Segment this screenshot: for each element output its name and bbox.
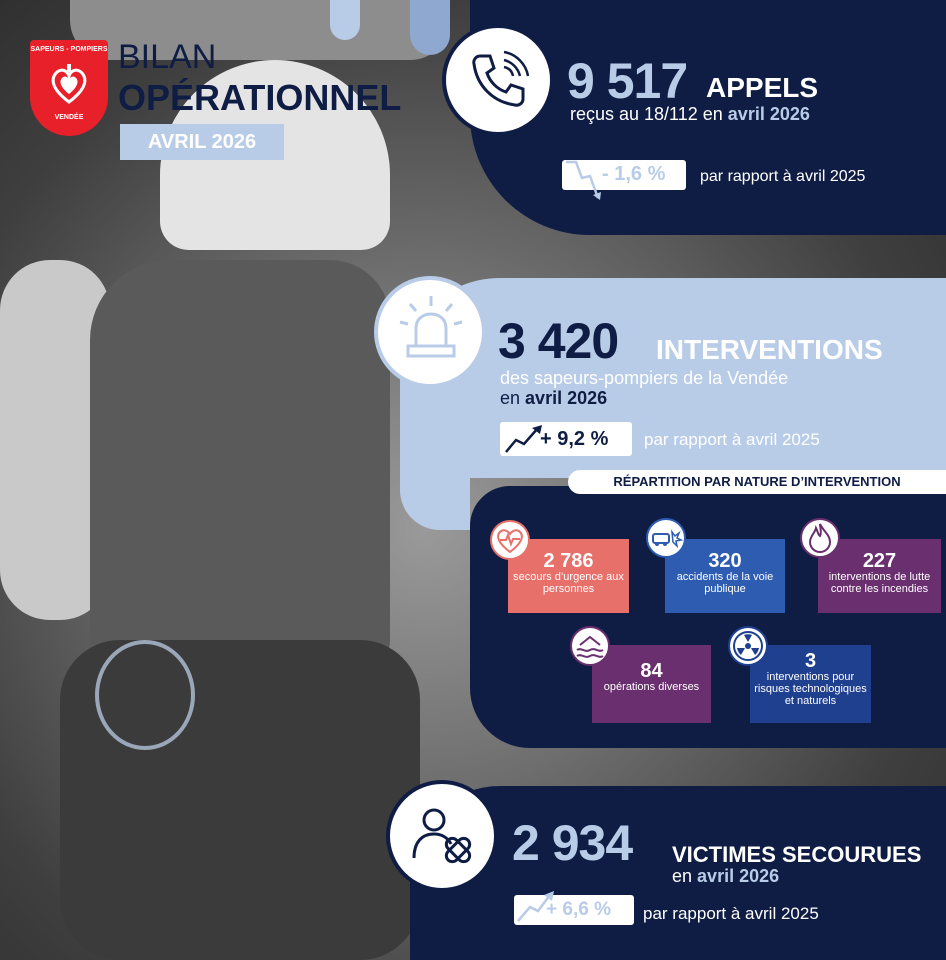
deco-blob	[330, 0, 360, 40]
category-operations-diverses	[592, 645, 711, 723]
emergency-beacon-icon	[396, 294, 466, 364]
category-label: interventions pour risques technologiques et naturels	[754, 671, 867, 708]
deco-blob	[410, 0, 450, 55]
category-label: secours d’urgence aux personnes	[513, 571, 624, 596]
victimes-change: + 6,6 %	[546, 899, 611, 920]
victimes-subtitle-period: avril 2026	[697, 866, 780, 886]
appels-change: - 1,6 %	[602, 163, 666, 185]
interventions-subtitle-line2	[500, 388, 607, 409]
category-value: 3	[804, 650, 817, 672]
repartition-title: RÉPARTITION PAR NATURE D’INTERVENTION	[568, 470, 946, 494]
category-label: opérations diverses	[603, 681, 700, 693]
victimes-value: 2 934	[512, 815, 633, 871]
appels-change-note: par rapport à avril 2025	[700, 168, 866, 185]
trend-down-icon	[564, 158, 606, 202]
radiation-icon	[728, 626, 768, 666]
period-badge: AVRIL 2026	[120, 124, 284, 160]
victimes-subtitle	[672, 866, 779, 887]
flame-icon	[800, 518, 840, 558]
category-value: 320	[708, 550, 742, 572]
jacket-shape	[90, 260, 390, 680]
sdis-logo	[30, 40, 108, 136]
interventions-subtitle-line1: des sapeurs-pompiers de la Vendée	[500, 368, 789, 388]
victimes-subtitle-prefix: en	[672, 866, 693, 886]
category-label: accidents de la voie publique	[676, 571, 774, 596]
appels-subtitle-prefix: reçus au 18/112 en	[570, 104, 723, 124]
logo-text-top: SAPEURS - POMPIERS	[30, 46, 108, 53]
category-value: 227	[862, 550, 897, 572]
interventions-subtitle-prefix: en	[500, 388, 521, 408]
beacon-icon-circle	[374, 276, 486, 388]
victimes-change-note: par rapport à avril 2025	[643, 904, 819, 923]
descender-shape	[95, 640, 195, 750]
appels-value: 9 517	[567, 53, 688, 109]
interventions-subtitle-period: avril 2026	[525, 388, 608, 408]
category-risques-technologiques	[750, 645, 871, 723]
car-crash-icon	[646, 518, 686, 558]
heart-pulse-icon	[490, 520, 530, 560]
flood-house-icon	[570, 626, 610, 666]
interventions-change-note: par rapport à avril 2025	[644, 430, 820, 449]
appels-label: APPELS	[706, 72, 819, 103]
appels-change-pill	[562, 160, 686, 190]
interventions-label: INTERVENTIONS	[656, 334, 883, 365]
category-value: 84	[640, 660, 663, 682]
victimes-label: VICTIMES SECOURUES	[672, 842, 922, 867]
person-bandage-icon	[406, 800, 478, 872]
interventions-change-pill	[500, 422, 632, 456]
victim-icon-circle	[386, 780, 498, 892]
victimes-change-pill	[514, 895, 634, 925]
interventions-change: + 9,2 %	[540, 428, 609, 450]
category-label: interventions de lutte contre les incendies	[828, 571, 931, 596]
phone-icon	[468, 50, 530, 112]
category-value: 2 786	[543, 550, 594, 572]
appels-subtitle	[570, 104, 810, 125]
phone-icon-circle	[442, 24, 554, 136]
appels-subtitle-period: avril 2026	[727, 104, 810, 124]
title-operationnel: OPÉRATIONNEL	[118, 77, 402, 118]
title-bilan: BILAN	[118, 38, 217, 76]
logo-text-bottom: VENDÉE	[54, 114, 84, 121]
vendee-hearts-icon	[48, 64, 90, 104]
interventions-value: 3 420	[498, 313, 619, 369]
